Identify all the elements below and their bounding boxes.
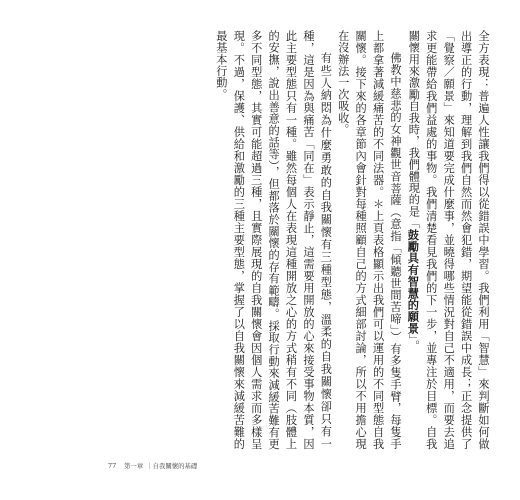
paragraph-1-end: 」。	[407, 334, 421, 353]
page-number: 77	[108, 462, 117, 470]
chapter-label: 第一章	[124, 462, 144, 470]
paragraph-3: 有些人納悶為什麼勇敢的自我關懷有三種型態，溫柔的自我關懷卻只有一種，這是因為與痛苦「同在」表示靜止，這需要用開放的心來接受事物本質，因此主要型態只有一種。雖然每個人在表現這種開放之心的方式稍有不同（肢體上的安撫，說出善意的話等），但都落於關懷的存有範疇。採取行動來減緩苦難有更多不同型態，其實可能超過三種，且實際展現的自我關懷會因個人需求而多樣呈現。不過，保護、供給和激勵的三種主要型態，掌握了以自我關懷來減緩苦難的最基本行動。	[214, 30, 333, 450]
chapter-title: 自我關懷的基礎	[152, 462, 198, 470]
paragraph-1-bold-phrase: 鼓勵具有智慧的願景	[406, 228, 421, 335]
paragraph-1	[404, 30, 492, 450]
paragraph-2: 佛教中慈悲的女神觀世音菩薩（意指「傾聽世間苦啼」）有多隻手臂，每隻手上都拿著減緩痛苦的不同法器。＊上頁表格顯示出我們可以運用的不同型態自我關懷。接下來的各章節內會針對每種照顧自己的方式細部討論，所以不用擔心現在沒辦法一次吸收。	[336, 30, 402, 450]
chapter-separator: ｜	[146, 462, 153, 470]
vertical-text-block	[162, 30, 492, 450]
page-footer	[108, 461, 197, 470]
paragraph-1-text: 全方表現：普遍人性讓我們得以從錯誤中學習。我們利用「智慧」來判斷如何做出導正的行動，理解到我們自然而然會犯錯，期望能從錯誤中成長；正念提供了「覺察／願景」來知道要完成什麼事，並曉得哪些情況對自己不適用，而要去追求更能帶給我們益處的事物。我們清楚看見我們的下一步，並專注於目標。自我關懷用來激勵自我時，我們體現的是「	[407, 30, 490, 450]
